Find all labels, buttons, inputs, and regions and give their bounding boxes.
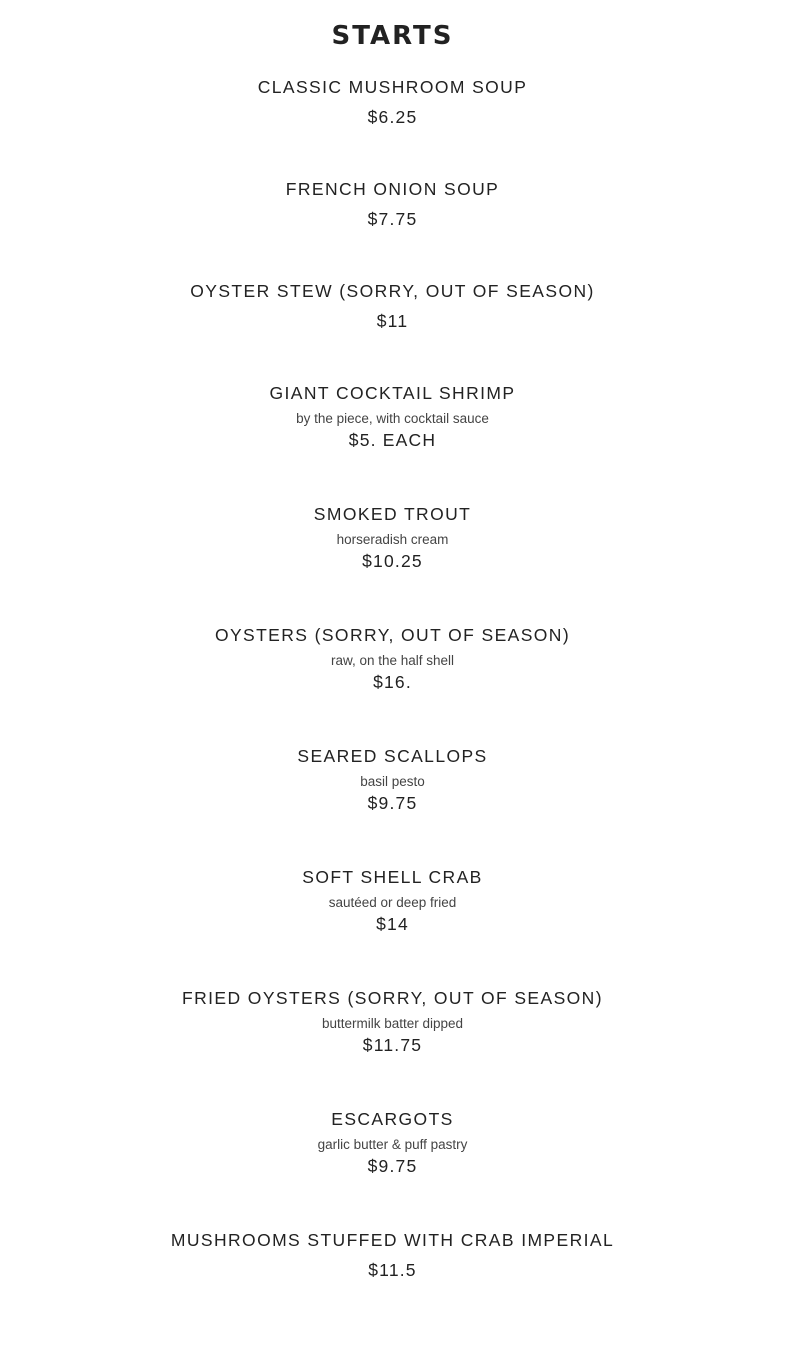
item-description: sautéed or deep fried	[328, 895, 457, 910]
item-description: basil pesto	[360, 774, 425, 789]
item-price: $5. EACH	[348, 430, 437, 450]
item-price: $11.75	[362, 1035, 423, 1055]
item-price: $6.25	[367, 107, 418, 127]
menu-item-escargots	[0, 1108, 785, 1177]
item-price: $9.75	[367, 1156, 418, 1176]
menu-item-seared-scallops	[0, 745, 785, 814]
item-name: FRIED OYSTERS (SORRY, OUT OF SEASON)	[182, 988, 603, 1008]
item-name: CLASSIC MUSHROOM SOUP	[257, 77, 528, 97]
menu-item-oysters	[0, 624, 785, 693]
menu-item-smoked-trout	[0, 503, 785, 572]
item-name: SOFT SHELL CRAB	[302, 867, 483, 887]
item-name: ESCARGOTS	[331, 1109, 454, 1129]
item-name: OYSTER STEW (SORRY, OUT OF SEASON)	[190, 281, 595, 301]
item-price: $14	[376, 914, 409, 934]
item-price: $9.75	[367, 793, 418, 813]
item-price: $10.25	[362, 551, 423, 571]
item-price: $16.	[373, 672, 412, 692]
menu-item-fried-oysters	[0, 987, 785, 1056]
item-name: GIANT COCKTAIL SHRIMP	[269, 383, 516, 403]
menu-item-mushrooms-stuffed-crab-imperial	[0, 1229, 785, 1281]
item-description: garlic butter & puff pastry	[317, 1137, 468, 1152]
item-name: FRENCH ONION SOUP	[285, 179, 500, 199]
item-name: OYSTERS (SORRY, OUT OF SEASON)	[214, 625, 571, 645]
item-description: by the piece, with cocktail sauce	[296, 411, 489, 426]
menu-item-oyster-stew	[0, 280, 785, 332]
item-name: MUSHROOMS STUFFED WITH CRAB IMPERIAL	[170, 1230, 615, 1250]
menu-item-giant-cocktail-shrimp	[0, 382, 785, 451]
item-name: SMOKED TROUT	[313, 504, 472, 524]
item-description: horseradish cream	[336, 532, 449, 547]
item-name: SEARED SCALLOPS	[297, 746, 488, 766]
menu-item-classic-mushroom-soup	[0, 76, 785, 128]
item-price: $11.5	[368, 1260, 417, 1280]
item-price: $7.75	[367, 209, 418, 229]
item-description: raw, on the half shell	[330, 653, 455, 668]
menu-item-soft-shell-crab	[0, 866, 785, 935]
item-price: $11	[376, 311, 409, 331]
menu-item-french-onion-soup	[0, 178, 785, 230]
section-title: STARTS	[331, 21, 454, 52]
item-description: buttermilk batter dipped	[321, 1016, 464, 1031]
